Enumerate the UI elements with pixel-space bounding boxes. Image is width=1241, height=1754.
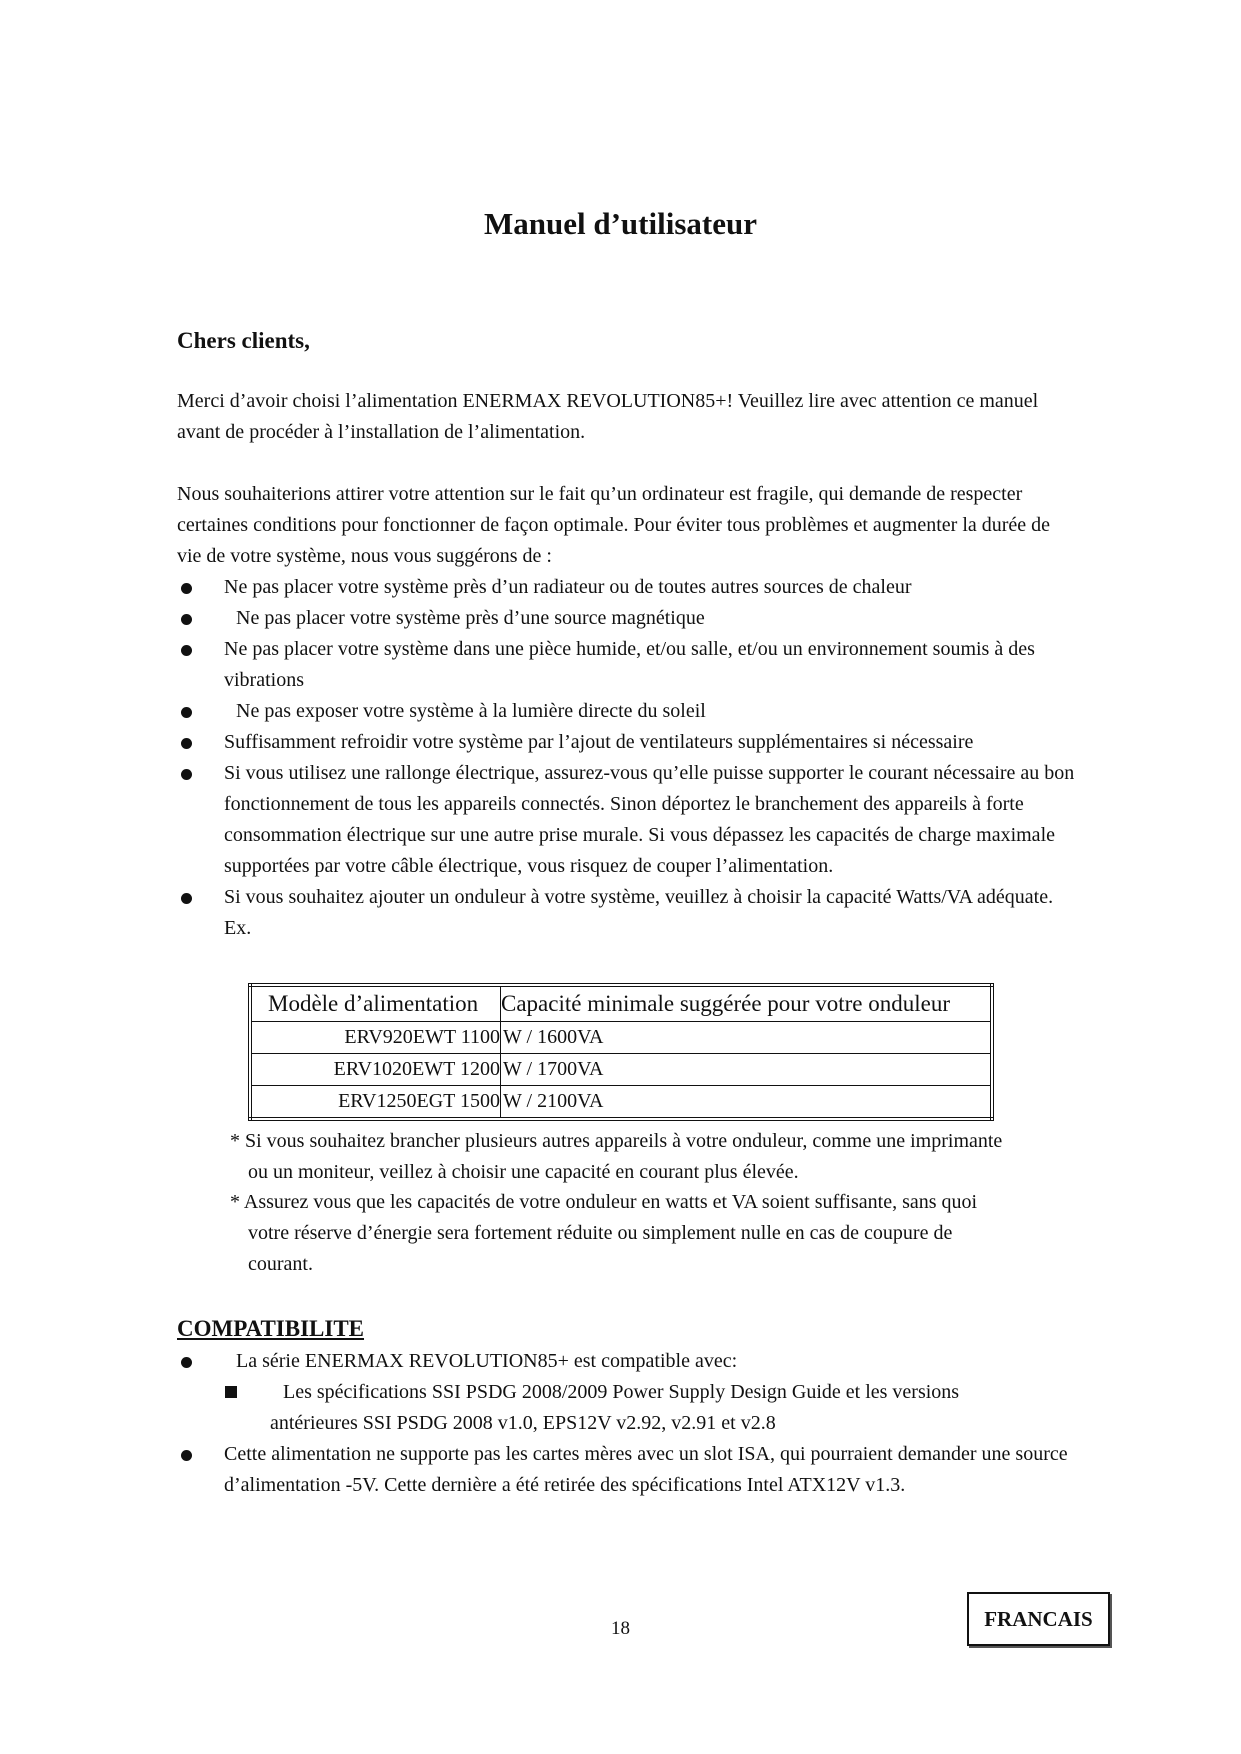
compatibility-heading: COMPATIBILITE bbox=[177, 1316, 365, 1341]
table-cell-capacity: W / 1600VA bbox=[501, 1022, 993, 1054]
advice-item: Si vous utilisez une rallonge électrique, assurez-vous qu’elle puisse supporter le courant nécessaire au bon fonctionnement de tous les appareils connectés. Sinon déportez le branchement des appareils à forte consommation électrique sur une autre prise murale. Si vous dépassez les capacités de charge maximale supportées par votre câble électrique, vous risquez de couper l’alimentation. bbox=[177, 758, 1077, 882]
compat-item: Cette alimentation ne supporte pas les cartes mères avec un slot ISA, qui pourraient demander une source d’alimentation -5V. Cette dernière a été retirée des spécifications Intel ATX12V v1.3. bbox=[177, 1439, 1077, 1501]
table-cell-capacity: W / 2100VA bbox=[501, 1086, 993, 1120]
page-title: Manuel d’utilisateur bbox=[484, 206, 757, 241]
ups-capacity-table bbox=[248, 983, 994, 1121]
bullet-icon bbox=[181, 769, 192, 780]
advice-item: Ne pas placer votre système près d’un radiateur ou de toutes autres sources de chaleur bbox=[177, 572, 1077, 603]
advice-item: Ne pas placer votre système près d’une source magnétique bbox=[177, 603, 1077, 634]
bullet-icon bbox=[181, 1357, 192, 1368]
compat-subitem: Les spécifications SSI PSDG 2008/2009 Power Supply Design Guide et les versions antérieures SSI PSDG 2008 v1.0, EPS12V v2.92, v2.91 et v2.8 bbox=[225, 1377, 1085, 1439]
table-cell-model: ERV1020EWT 1200 bbox=[250, 1054, 501, 1086]
table-row bbox=[250, 1022, 992, 1054]
table-cell-capacity: W / 1700VA bbox=[501, 1054, 993, 1086]
table-row bbox=[250, 1086, 992, 1120]
bullet-icon bbox=[181, 614, 192, 625]
compat-list-1 bbox=[177, 1346, 1077, 1377]
ups-note-1: * Si vous souhaitez brancher plusieurs autres appareils à votre onduleur, comme une imprimante ou un moniteur, veillez à choisir une capacité en courant plus élevée. bbox=[230, 1130, 1003, 1183]
intro-paragraph-2: Nous souhaiterions attirer votre attention sur le fait qu’un ordinateur est fragile, qui demande de respecter certaines conditions pour fonctionner de façon optimale. Pour éviter tous problèmes et augmenter la durée de vie de votre système, nous vous suggérons de : bbox=[177, 483, 1051, 567]
bullet-icon bbox=[181, 893, 192, 904]
language-tab: FRANCAIS bbox=[967, 1592, 1110, 1646]
square-bullet-icon bbox=[225, 1386, 237, 1398]
bullet-icon bbox=[181, 645, 192, 656]
advice-item: Si vous souhaitez ajouter un onduleur à votre système, veuillez à choisir la capacité Watts/VA adéquate. Ex. bbox=[177, 882, 1077, 944]
bullet-icon bbox=[181, 583, 192, 594]
advice-item: Suffisamment refroidir votre système par l’ajout de ventilateurs supplémentaires si nécessaire bbox=[177, 727, 1077, 758]
advice-item: Ne pas placer votre système dans une pièce humide, et/ou salle, et/ou un environnement soumis à des vibrations bbox=[177, 634, 1077, 696]
table-row bbox=[250, 1054, 992, 1086]
ups-note-2: * Assurez vous que les capacités de votre onduleur en watts et VA soient suffisante, sans quoi votre réserve d’énergie sera fortement réduite ou simplement nulle en cas de coupure de courant. bbox=[230, 1191, 978, 1275]
bullet-icon bbox=[181, 1450, 192, 1461]
compat-list-2 bbox=[177, 1439, 1077, 1501]
page-number: 18 bbox=[611, 1618, 630, 1639]
table-header-capacity: Capacité minimale suggérée pour votre onduleur bbox=[501, 985, 993, 1022]
intro-paragraph-1: Merci d’avoir choisi l’alimentation ENERMAX REVOLUTION85+! Veuillez lire avec attention ce manuel avant de procéder à l’installation de l’alimentation. bbox=[177, 390, 1039, 443]
advice-item: Ne pas exposer votre système à la lumière directe du soleil bbox=[177, 696, 1077, 727]
advice-list bbox=[177, 572, 1077, 944]
bullet-icon bbox=[181, 738, 192, 749]
table-header-row bbox=[250, 985, 992, 1022]
table-cell-model: ERV1250EGT 1500 bbox=[250, 1086, 501, 1120]
compat-item: La série ENERMAX REVOLUTION85+ est compatible avec: bbox=[177, 1346, 1077, 1377]
table-cell-model: ERV920EWT 1100 bbox=[250, 1022, 501, 1054]
table-header-model: Modèle d’alimentation bbox=[250, 985, 501, 1022]
greeting: Chers clients, bbox=[177, 328, 310, 353]
bullet-icon bbox=[181, 707, 192, 718]
